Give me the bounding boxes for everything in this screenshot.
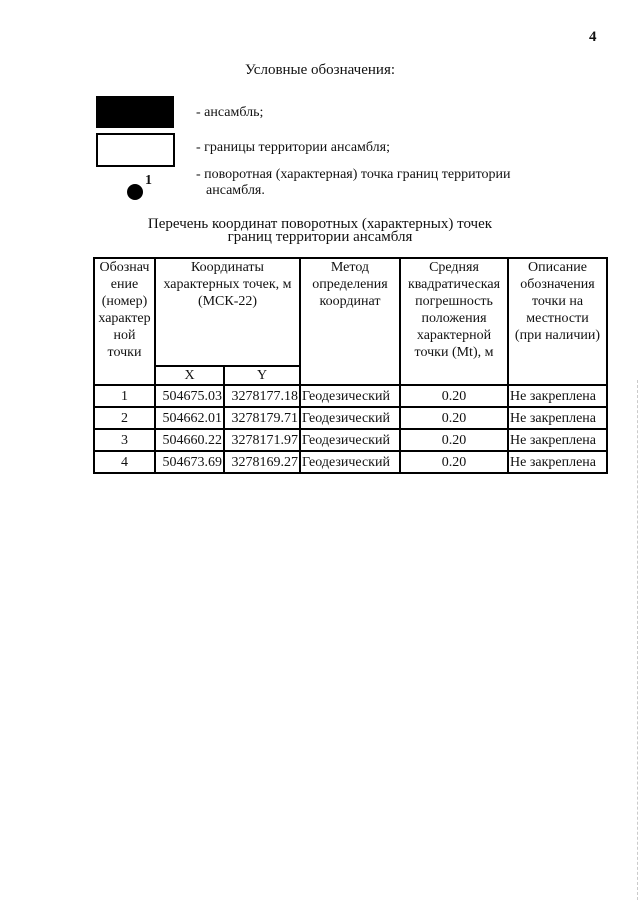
header-description: Описание обозначения точки на местности (при наличии)	[508, 258, 607, 385]
table-row	[94, 451, 607, 473]
cell-x: 504660.22	[155, 429, 224, 451]
list-title-line1: Перечень координат поворотных (характерных) точек	[147, 216, 493, 232]
header-x: X	[155, 366, 224, 385]
cell-num: 2	[94, 407, 155, 429]
cell-description: Не закреплена	[508, 385, 607, 407]
cell-method: Геодезический	[300, 407, 400, 429]
cell-y: 3278177.18	[224, 385, 300, 407]
cell-method: Геодезический	[300, 385, 400, 407]
cell-num: 3	[94, 429, 155, 451]
cell-x: 504662.01	[155, 407, 224, 429]
table-row	[94, 385, 607, 407]
cell-method: Геодезический	[300, 429, 400, 451]
table-row	[94, 407, 607, 429]
cell-x: 504675.03	[155, 385, 224, 407]
header-error: Средняя квадратическая погрешность положения характерной точки (Mt), м	[400, 258, 508, 385]
legend-text-turning-point-line1: - поворотная (характерная) точка границ территории	[196, 167, 511, 182]
scan-edge-artifact	[637, 380, 639, 900]
cell-description: Не закреплена	[508, 407, 607, 429]
boundary-symbol	[96, 133, 175, 167]
cell-error: 0.20	[400, 407, 508, 429]
cell-description: Не закреплена	[508, 429, 607, 451]
list-title-line2: границ территории ансамбля	[227, 229, 413, 245]
cell-y: 3278171.97	[224, 429, 300, 451]
cell-x: 504673.69	[155, 451, 224, 473]
cell-error: 0.20	[400, 451, 508, 473]
cell-error: 0.20	[400, 429, 508, 451]
turning-point-symbol	[127, 184, 143, 200]
table-row	[94, 429, 607, 451]
page-number: 4	[589, 29, 597, 45]
coordinates-table	[93, 257, 608, 474]
ensemble-symbol	[96, 96, 174, 128]
legend-text-ensemble: - ансамбль;	[196, 105, 264, 120]
cell-num: 1	[94, 385, 155, 407]
legend-text-turning-point-line2: ансамбля.	[206, 183, 265, 198]
header-method: Метод определения координат	[300, 258, 400, 385]
legend-title: Условные обозначения:	[244, 62, 396, 78]
turning-point-number: 1	[145, 173, 152, 188]
cell-y: 3278179.71	[224, 407, 300, 429]
cell-method: Геодезический	[300, 451, 400, 473]
header-coordinates: Координаты характерных точек, м (МСК-22)	[155, 258, 300, 366]
header-y: Y	[224, 366, 300, 385]
legend-text-boundary: - границы территории ансамбля;	[196, 140, 390, 155]
cell-error: 0.20	[400, 385, 508, 407]
legend-text-turning-point	[196, 167, 511, 199]
cell-num: 4	[94, 451, 155, 473]
cell-description: Не закреплена	[508, 451, 607, 473]
cell-y: 3278169.27	[224, 451, 300, 473]
header-designation: Обознач ение (номер) характер ной точки	[94, 258, 155, 385]
list-title	[0, 218, 640, 244]
